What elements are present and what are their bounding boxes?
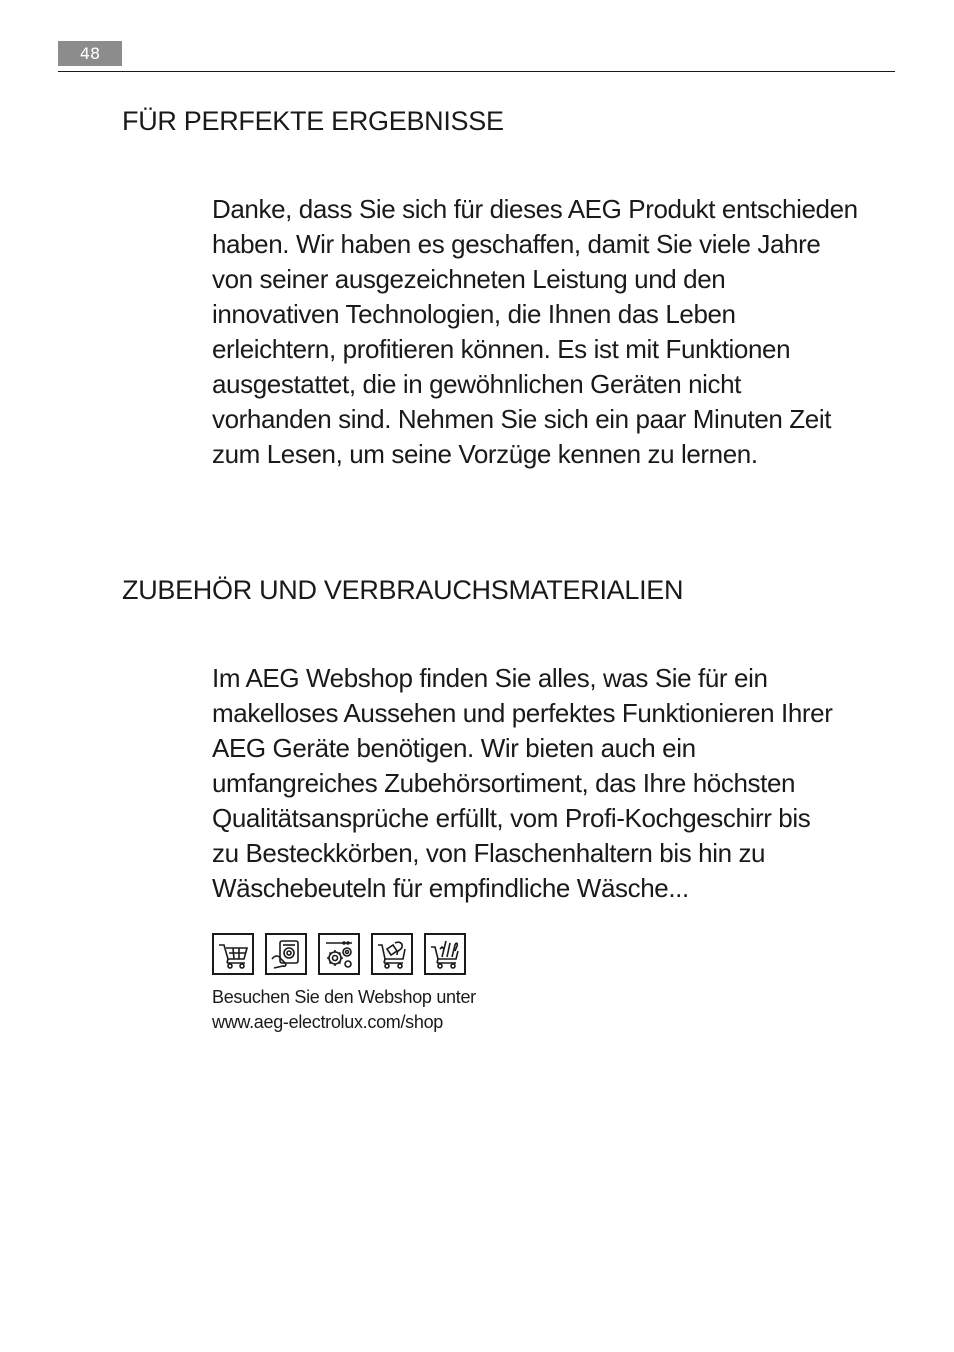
text-line: zum Lesen, um seine Vorzüge kennen zu lernen. bbox=[212, 439, 758, 469]
webshop-link[interactable]: www.aeg-electrolux.com/shop bbox=[212, 1012, 444, 1032]
cart-cutlery-icon bbox=[424, 933, 466, 975]
webshop-visit-note bbox=[212, 985, 476, 1035]
text-line: Qualitätsansprüche erfüllt, vom Profi-Kochgeschirr bis bbox=[212, 803, 811, 833]
text-line: AEG Geräte benötigen. Wir bieten auch ein bbox=[212, 733, 696, 763]
shopping-cart-icon bbox=[212, 933, 254, 975]
cart-accessories-icon bbox=[371, 933, 413, 975]
section-heading-accessories: ZUBEHÖR UND VERBRAUCHSMATERIALIEN bbox=[122, 575, 684, 605]
webshop-icon-row bbox=[212, 933, 466, 975]
text-line: erleichtern, profitieren können. Es ist mit Funktionen bbox=[212, 334, 791, 364]
header-divider bbox=[58, 71, 895, 72]
text-line: ausgestattet, die in gewöhnlichen Geräten nicht bbox=[212, 369, 742, 399]
text-line: vorhanden sind. Nehmen Sie sich ein paar Minuten Zeit bbox=[212, 404, 832, 434]
accessories-paragraph bbox=[212, 661, 902, 906]
section-heading-results: FÜR PERFEKTE ERGEBNISSE bbox=[122, 106, 504, 136]
intro-paragraph bbox=[212, 192, 902, 472]
text-line: zu Besteckkörben, von Flaschenhaltern bis hin zu bbox=[212, 838, 766, 868]
text-line: makelloses Aussehen und perfektes Funktionieren Ihrer bbox=[212, 698, 833, 728]
visit-text-line: Besuchen Sie den Webshop unter bbox=[212, 987, 476, 1007]
gear-service-icon bbox=[318, 933, 360, 975]
text-line: haben. Wir haben es geschaffen, damit Sie viele Jahre bbox=[212, 229, 821, 259]
text-line: umfangreiches Zubehörsortiment, das Ihre höchsten bbox=[212, 768, 796, 798]
text-line: von seiner ausgezeichneten Leistung und den bbox=[212, 264, 726, 294]
hand-appliance-icon bbox=[265, 933, 307, 975]
text-line: Wäschebeuteln für empfindliche Wäsche... bbox=[212, 873, 689, 903]
page-number: 48 bbox=[58, 41, 122, 66]
text-line: innovativen Technologien, die Ihnen das Leben bbox=[212, 299, 736, 329]
text-line: Danke, dass Sie sich für dieses AEG Produkt entschieden bbox=[212, 194, 858, 224]
text-line: Im AEG Webshop finden Sie alles, was Sie für ein bbox=[212, 663, 768, 693]
